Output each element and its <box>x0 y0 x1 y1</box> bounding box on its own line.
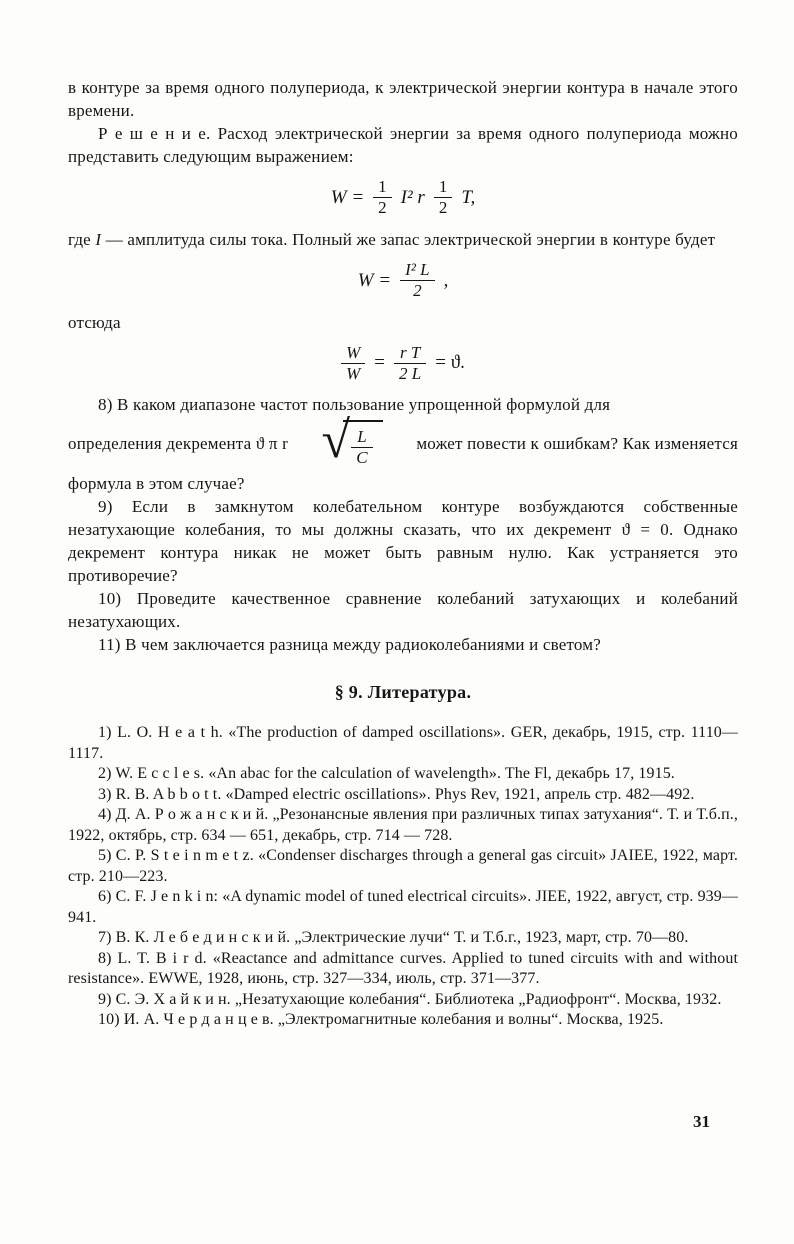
paragraph-hence: отсюда <box>68 312 121 332</box>
reference-3: 3) R. B. A b b o t t. «Damped electric oscillations». Phys Rev, 1921, апрель стр. 482—492. <box>98 785 695 803</box>
formula-middle: I² r <box>400 186 425 208</box>
reference-2: 2) W. E c c l e s. «An abac for the calculation of wavelength». The Fl, декабрь 17, 1915. <box>98 765 675 783</box>
question-8-pre: определения декремента ϑ π r <box>68 434 289 454</box>
fraction <box>400 260 434 302</box>
question-11: 11) В чем заключается разница между радиоколебаниями и светом? <box>98 635 601 655</box>
fraction-numerator: r T <box>399 342 421 362</box>
fraction-denominator: 2 <box>400 280 434 301</box>
formula-tail: = ϑ. <box>435 352 465 374</box>
formula-lhs: W = <box>330 186 365 208</box>
fraction-denominator: 2 <box>434 197 453 218</box>
question-8-post: может повести к ошибкам? Как изменяется <box>416 434 738 454</box>
reference-7: 7) В. К. Л е б е д и н с к и й. „Электрические лучи“ Т. и Т.б.г., 1923, март, стр. 70—80. <box>98 929 689 947</box>
fraction-numerator: L <box>357 426 367 446</box>
fraction-denominator: 2 L <box>394 363 426 384</box>
reference-6: 6) C. F. J e n k i n: «A dynamic model of tuned electrical circuits». JIEE, 1922, август, стр. 939—941. <box>68 888 738 926</box>
formula-energy-expended <box>68 177 738 219</box>
radical-sign-icon: √ <box>321 412 351 470</box>
equals-sign: = <box>374 352 386 374</box>
square-root-expression <box>321 412 383 470</box>
fraction-denominator: W <box>341 363 365 384</box>
fraction <box>434 177 453 219</box>
fraction-denominator: C <box>351 447 373 468</box>
formula-lhs: W = <box>357 269 392 291</box>
reference-10: 10) И. А. Ч е р д а н ц е в. „Электромагнитные колебания и волны“. Москва, 1925. <box>98 1011 664 1029</box>
question-9: 9) Если в замкнутом колебательном контуре возбуждаются собственные незатухающие колебания, то мы должны сказать, что их декремент ϑ = 0. Однако декремент контура никак не может быть равным нулю. Как устраняется это противоречие? <box>68 497 738 586</box>
question-8-line3: формула в этом случае? <box>68 474 245 494</box>
formula-decrement <box>68 343 738 385</box>
reference-4: 4) Д. А. Р о ж а н с к и й. „Резонансные явления при различных типах затухания“. Т. и Т.б.п., 1922, октябрь, стр. 634 — 651, декабрь, стр. 714 — 728. <box>68 806 738 844</box>
fraction <box>373 177 392 219</box>
fraction <box>341 343 365 385</box>
reference-1: 1) L. O. H e a t h. «The production of damped oscillations». GER, декабрь, 1915, стр. 1110—1117. <box>68 724 738 762</box>
fraction-numerator: 1 <box>378 177 387 196</box>
question-8-line1: 8) В каком диапазоне частот пользование упрощенной формулой для <box>98 395 611 415</box>
paragraph-solution: Р е ш е н и е. Расход электрической энергии за время одного полупериода можно представить следующим выражением: <box>68 124 738 166</box>
formula-tail: , <box>443 269 449 291</box>
fraction <box>351 427 373 469</box>
reference-5: 5) C. P. S t e i n m e t z. «Condenser discharges through a general gas circuit» JAIEE, 1922, март. стр. 210—223. <box>68 847 738 885</box>
formula-tail: T, <box>461 186 476 208</box>
question-8-formula-line <box>68 412 738 470</box>
question-10: 10) Проведите качественное сравнение колебаний затухающих и колебаний незатухающих. <box>68 589 738 632</box>
fraction-numerator: W <box>346 342 361 362</box>
reference-9: 9) С. Э. Х а й к и н. „Незатухающие колебания“. Библиотека „Радиофронт“. Москва, 1932. <box>98 990 722 1008</box>
fraction <box>394 343 426 385</box>
literature-heading: § 9. Литература. <box>334 682 472 703</box>
paragraph-continuation: в контуре за время одного полупериода, к электрической энергии контура в начале этого времени. <box>68 78 738 120</box>
formula-total-energy <box>68 260 738 302</box>
fraction-numerator: 1 <box>438 177 448 196</box>
variable-current: I <box>95 229 102 249</box>
fraction-numerator: I² L <box>405 259 430 279</box>
fraction-denominator: 2 <box>373 197 392 218</box>
reference-8: 8) L. T. B i r d. «Reactance and admittance curves. Applied to tuned circuits with and without resistance». EWWE, 1928, июнь, стр. 327—334, июль, стр. 371—377. <box>68 949 738 988</box>
paragraph-where: где I — амплитуда силы тока. Полный же запас электрической энергии в контуре будет <box>68 229 716 249</box>
page-number: 31 <box>693 1112 710 1131</box>
